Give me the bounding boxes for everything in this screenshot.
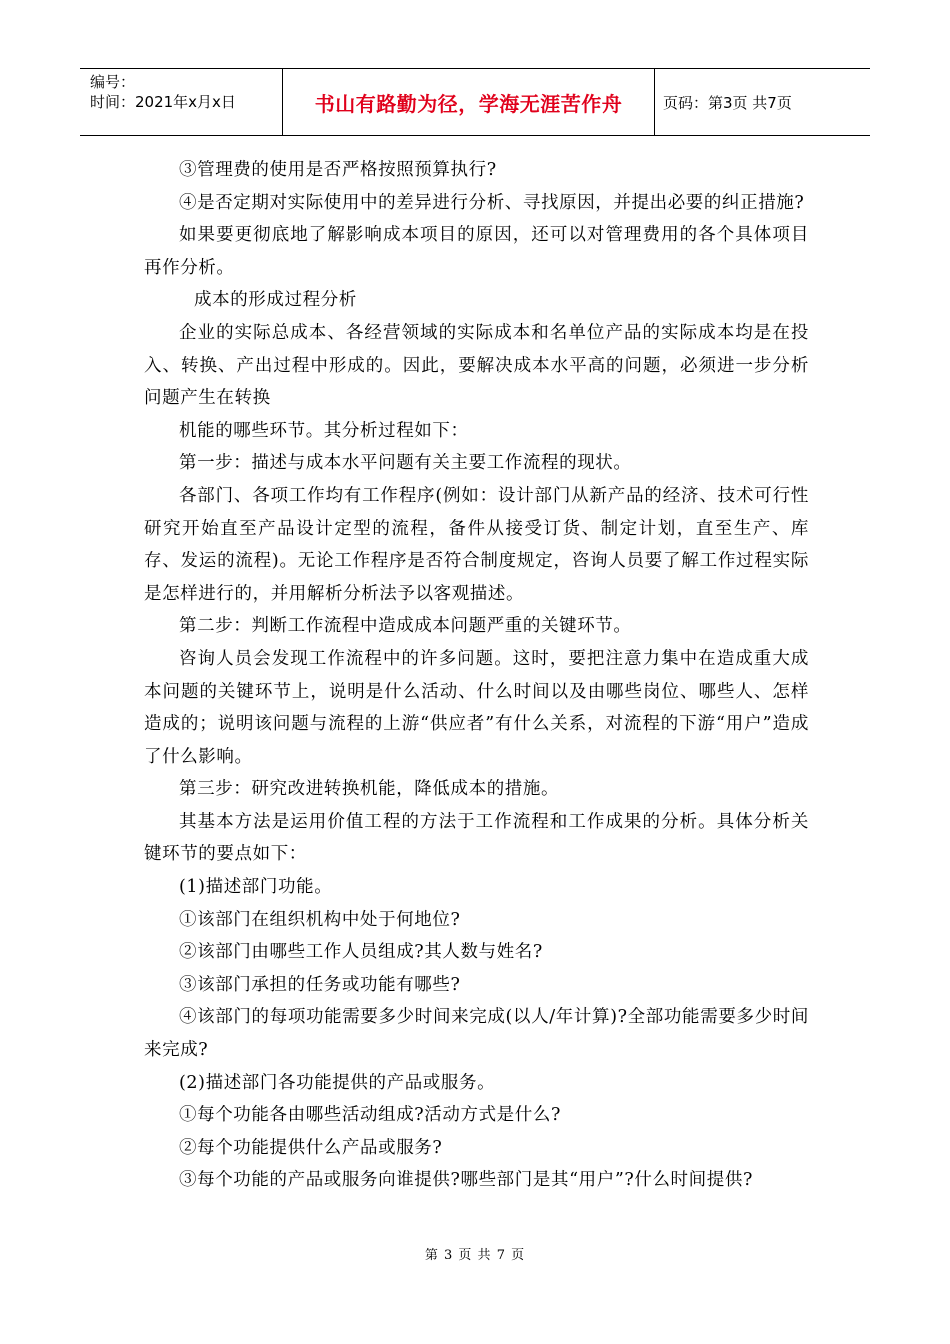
paragraph: 第二步：判断工作流程中造成成本问题严重的关键环节。 [179,616,632,637]
paragraph: ④是否定期对实际使用中的差异进行分析、寻找原因，并提出必要的纠正措施? [179,192,805,213]
paragraph: ②该部门由哪些工作人员组成?其人数与姓名? [179,942,543,963]
header-motto-cell [283,69,655,135]
paragraph: 第一步：描述与成本水平问题有关主要工作流程的现状。 [179,453,632,474]
paragraph: ③该部门承担的任务或功能有哪些? [179,974,461,995]
paragraph: (1)描述部门功能。 [179,877,333,898]
paragraph: 第三步：研究改进转换机能，降低成本的措施。 [179,779,560,800]
paragraph: ④该部门的每项功能需要多少时间来完成(以人/年计算)?全部功能需要多少时间来完成? [144,1007,809,1061]
time-label: 时间：2021年x月x日 [90,93,236,111]
document-header [80,68,870,136]
paragraph: 机能的哪些环节。其分析过程如下： [179,420,469,441]
paragraph: 如果要更彻底地了解影响成本项目的原因，还可以对管理费用的各个具体项目再作分析。 [144,225,809,278]
page-footer: 第 3 页 共 7 页 [424,1248,526,1263]
paragraph: 企业的实际总成本、各经营领域的实际成本和名单位产品的实际成本均是在投入、转换、产出过程中形成的。因此，要解决成本水平高的问题，必须进一步分析问题产生在转换 [144,322,809,409]
paragraph: 咨询人员会发现工作流程中的许多问题。这时，要把注意力集中在造成重大成本问题的关键环节上，说明是什么活动、什么时间以及由哪些岗位、哪些人、怎样造成的；说明该问题与流程的上游“供应者”有什么关系，对流程的下游“用户”造成了什么影响。 [144,648,809,767]
paragraph: ③管理费的使用是否严格按照预算执行? [179,160,497,180]
header-page-cell [655,69,870,135]
document-body [144,154,809,1197]
header-meta-cell [80,69,283,135]
number-label: 编号： [90,73,136,91]
paragraph: (2)描述部门各功能提供的产品或服务。 [179,1072,496,1093]
page-info: 页码：第3页 共7页 [663,93,792,112]
paragraph: ③每个功能的产品或服务向谁提供?哪些部门是其“用户”?什么时间提供? [179,1170,753,1191]
paragraph: ②每个功能提供什么产品或服务? [179,1137,443,1158]
paragraph: 各部门、各项工作均有工作程序(例如：设计部门从新产品的经济、技术可行性研究开始直至产品设计定型的流程，备件从接受订货、制定计划，直至生产、库存、发运的流程)。无论工作程序是否符合制度规定，咨询人员要了解工作过程实际是怎样进行的，并用解析分析法予以客观描述。 [144,485,809,604]
paragraph: 其基本方法是运用价值工程的方法于工作流程和工作成果的分析。具体分析关键环节的要点如下： [144,811,809,865]
motto-text: 书山有路勤为径，学海无涯苦作舟 [314,91,623,116]
paragraph: ①该部门在组织机构中处于何地位? [179,909,461,930]
section-heading: 成本的形成过程分析 [194,290,357,311]
paragraph: ①每个功能各由哪些活动组成?活动方式是什么? [179,1105,561,1126]
